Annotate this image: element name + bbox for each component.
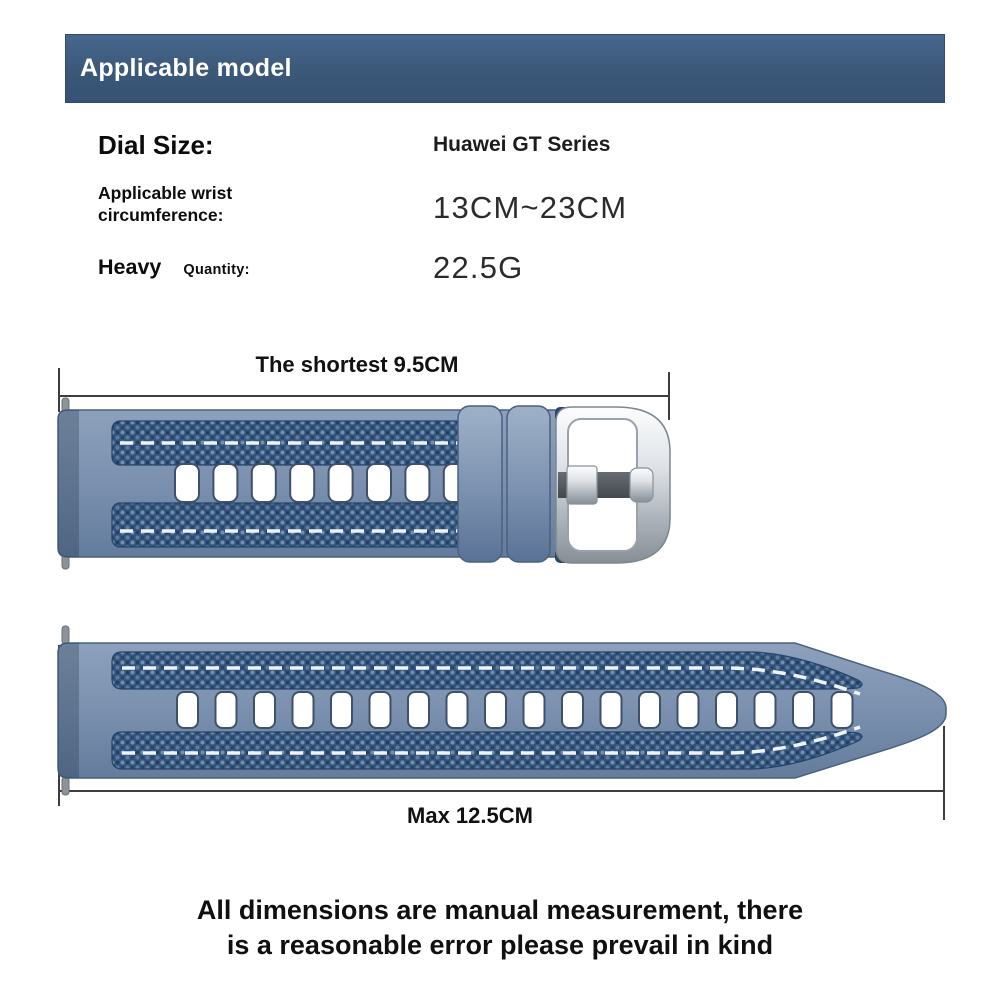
wrist-circumference-label: Applicable wrist circumference: — [98, 183, 233, 225]
buckle — [555, 407, 670, 563]
long-strap-dimension-lines — [59, 645, 944, 820]
short-strap-keeper-2 — [507, 406, 550, 562]
buckle-pin — [558, 472, 640, 498]
short-strap-holes — [175, 464, 468, 502]
dial-size-value: Huawei GT Series — [433, 133, 611, 156]
header-banner — [65, 34, 945, 103]
dial-size-label: Dial Size: — [98, 130, 214, 160]
long-strap-springbar-bottom — [62, 777, 69, 795]
buckle-window — [568, 419, 637, 551]
buckle-hinge-top — [555, 407, 581, 422]
weight-value: 22.5G — [433, 250, 524, 285]
short-strap — [58, 398, 670, 569]
long-strap-holes — [177, 692, 853, 728]
buckle-pin-tip — [630, 468, 653, 502]
weight-label-sub: Quantity: — [183, 262, 250, 278]
short-strap-weave-top — [112, 421, 465, 465]
long-strap-body — [58, 643, 946, 778]
wrist-circumference-value: 13CM~23CM — [433, 190, 628, 225]
buckle-pin-slide — [567, 466, 597, 504]
long-strap-weave-bottom — [112, 732, 862, 769]
long-strap-left-edge — [58, 643, 79, 778]
buckle-frame — [556, 407, 670, 563]
long-strap — [58, 626, 946, 795]
short-strap-weave-bottom — [112, 503, 465, 547]
disclaimer-line-2: is a reasonable error please prevail in kind — [226, 930, 774, 960]
long-strap-length-label: Max 12.5CM — [407, 803, 533, 828]
long-strap-stitch-bottom — [122, 727, 860, 753]
weight-label-main: Heavy — [98, 255, 162, 279]
long-strap-springbar-top — [62, 626, 69, 644]
short-strap-springbar-bottom — [62, 553, 69, 569]
disclaimer-text — [0, 893, 1000, 963]
weight-label — [98, 255, 250, 280]
page-title: Applicable model — [80, 54, 292, 82]
short-strap-left-edge — [58, 410, 79, 557]
short-strap-body — [58, 410, 560, 557]
short-strap-length-label: The shortest 9.5CM — [255, 352, 459, 377]
buckle-hinge-bottom — [555, 548, 581, 563]
disclaimer-line-1: All dimensions are manual measurement, there — [196, 895, 804, 925]
long-strap-weave-top — [112, 652, 862, 689]
short-strap-springbar-top — [62, 398, 69, 414]
short-strap-keeper-1 — [458, 406, 502, 562]
long-strap-stitch-top — [122, 668, 860, 694]
